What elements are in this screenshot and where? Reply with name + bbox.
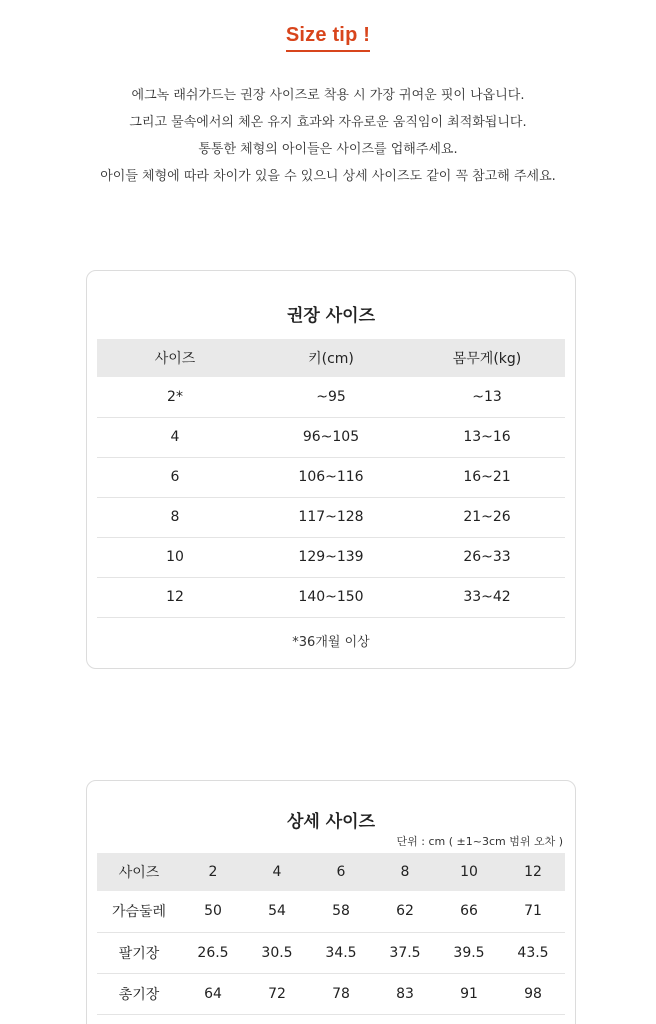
column-header-weight: 몸무게(kg) bbox=[409, 339, 565, 377]
recommended-size-table bbox=[97, 339, 565, 618]
table-row bbox=[97, 891, 565, 932]
value-cell: 98 bbox=[501, 973, 565, 1014]
table-row bbox=[97, 973, 565, 1014]
size-tip-title: Size tip ! bbox=[286, 24, 370, 52]
tip-line: 에그녹 래쉬가드는 권장 사이즈로 착용 시 가장 귀여운 핏이 나옵니다. bbox=[131, 88, 525, 103]
value-cell: 30.5 bbox=[245, 932, 309, 973]
value-cell: 37.5 bbox=[373, 932, 437, 973]
value-cell: 91 bbox=[437, 973, 501, 1014]
detail-size-title: 상세 사이즈 bbox=[286, 812, 376, 832]
value-cell: 39.5 bbox=[437, 932, 501, 973]
age-note: *36개월 이상 bbox=[292, 635, 370, 650]
height-cell: 96~105 bbox=[253, 417, 409, 457]
weight-cell: ~13 bbox=[409, 377, 565, 417]
table-row bbox=[97, 457, 565, 497]
value-cell: 34.5 bbox=[309, 932, 373, 973]
column-header-size-4: 4 bbox=[245, 853, 309, 891]
table-header-row bbox=[97, 339, 565, 377]
column-header-size-12: 12 bbox=[501, 853, 565, 891]
weight-cell: 26~33 bbox=[409, 537, 565, 577]
height-cell: ~95 bbox=[253, 377, 409, 417]
row-label: 총기장 bbox=[97, 973, 181, 1014]
height-cell: 117~128 bbox=[253, 497, 409, 537]
row-label: 팔기장 bbox=[97, 932, 181, 973]
tip-line: 통통한 체형의 아이들은 사이즈를 업해주세요. bbox=[198, 142, 458, 157]
column-header-height: 키(cm) bbox=[253, 339, 409, 377]
value-cell: 58 bbox=[309, 891, 373, 932]
value-cell: 50 bbox=[181, 891, 245, 932]
weight-cell: 16~21 bbox=[409, 457, 565, 497]
weight-cell: 13~16 bbox=[409, 417, 565, 457]
value-cell: 72 bbox=[245, 973, 309, 1014]
unit-note: 단위 : cm ( ±1~3cm 범위 오차 ) bbox=[396, 835, 563, 848]
detail-size-card bbox=[86, 780, 576, 1024]
value-cell: 83 bbox=[373, 973, 437, 1014]
size-tip-description bbox=[0, 82, 656, 190]
column-header-size-2: 2 bbox=[181, 853, 245, 891]
table-row bbox=[97, 377, 565, 417]
size-cell: 8 bbox=[97, 497, 253, 537]
recommended-size-card bbox=[86, 270, 576, 669]
size-tip-heading bbox=[0, 24, 656, 52]
tip-line: 그리고 물속에서의 체온 유지 효과와 자유로운 움직임이 최적화됩니다. bbox=[129, 115, 527, 130]
weight-cell: 21~26 bbox=[409, 497, 565, 537]
value-cell: 78 bbox=[309, 973, 373, 1014]
size-cell: 12 bbox=[97, 577, 253, 617]
table-row bbox=[97, 417, 565, 457]
value-cell: 64 bbox=[181, 973, 245, 1014]
value-cell: 43.5 bbox=[501, 932, 565, 973]
table-header-row bbox=[97, 853, 565, 891]
value-cell: 71 bbox=[501, 891, 565, 932]
table-row bbox=[97, 537, 565, 577]
height-cell: 140~150 bbox=[253, 577, 409, 617]
detail-size-table bbox=[97, 853, 565, 1015]
column-header-size: 사이즈 bbox=[97, 853, 181, 891]
row-label: 가슴둘레 bbox=[97, 891, 181, 932]
size-cell: 4 bbox=[97, 417, 253, 457]
size-cell: 2* bbox=[97, 377, 253, 417]
column-header-size: 사이즈 bbox=[97, 339, 253, 377]
size-cell: 10 bbox=[97, 537, 253, 577]
table-row bbox=[97, 932, 565, 973]
column-header-size-6: 6 bbox=[309, 853, 373, 891]
tip-line: 아이들 체형에 따라 차이가 있을 수 있으니 상세 사이즈도 같이 꼭 참고해 주세요. bbox=[100, 169, 556, 184]
table-row bbox=[97, 497, 565, 537]
height-cell: 106~116 bbox=[253, 457, 409, 497]
column-header-size-8: 8 bbox=[373, 853, 437, 891]
value-cell: 26.5 bbox=[181, 932, 245, 973]
value-cell: 66 bbox=[437, 891, 501, 932]
height-cell: 129~139 bbox=[253, 537, 409, 577]
weight-cell: 33~42 bbox=[409, 577, 565, 617]
recommended-size-title: 권장 사이즈 bbox=[286, 306, 376, 326]
size-cell: 6 bbox=[97, 457, 253, 497]
value-cell: 62 bbox=[373, 891, 437, 932]
table-row bbox=[97, 577, 565, 617]
column-header-size-10: 10 bbox=[437, 853, 501, 891]
value-cell: 54 bbox=[245, 891, 309, 932]
